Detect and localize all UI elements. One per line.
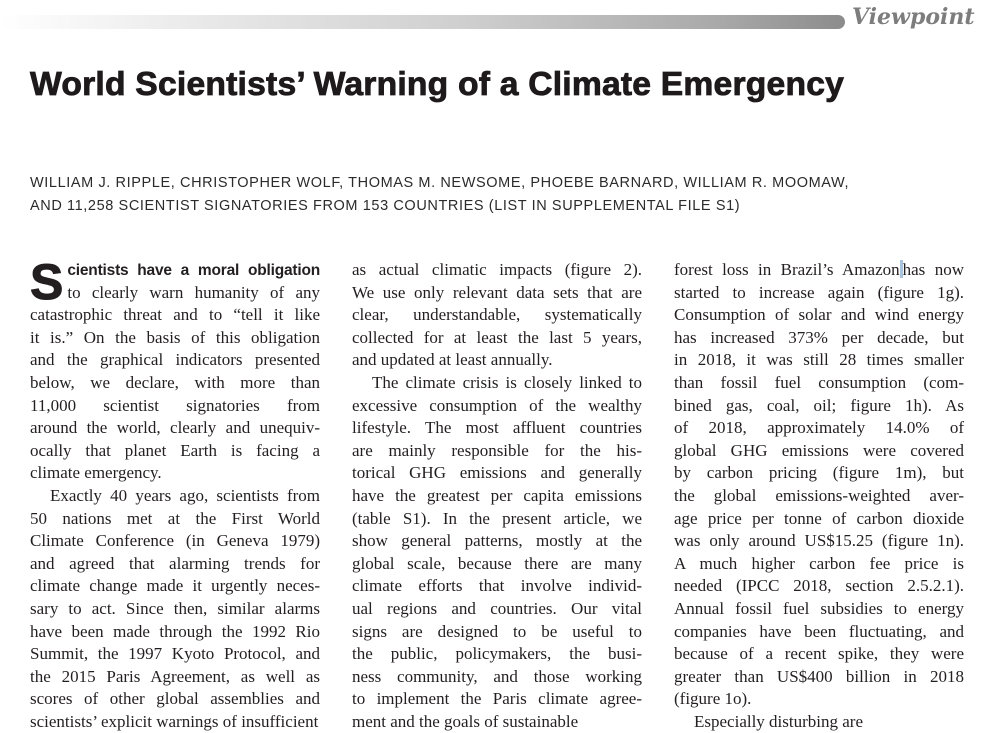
text-line: sary to act. Since then, similar alarms xyxy=(30,598,320,618)
text-line: around the world, clearly and unequiv- xyxy=(30,418,320,438)
text-line-partial: Especially disturbing are xyxy=(694,711,864,731)
text-line: torical GHG emissions and generally xyxy=(352,463,642,483)
text-line: below, we declare, with more than xyxy=(30,372,320,392)
text-line: (figure 1o). xyxy=(674,689,752,709)
text-line: the global emissions-weighted aver- xyxy=(674,485,964,505)
text-line: of 2018, approximately 14.0% of xyxy=(674,418,964,438)
text-line: climate efforts that involve individ- xyxy=(352,576,642,596)
text-line: 11,000 scientist signatories from xyxy=(30,395,320,415)
text-line: age price per tonne of carbon dioxide xyxy=(674,508,964,528)
paragraph xyxy=(352,372,642,731)
paragraph xyxy=(674,259,964,711)
drop-cap: S xyxy=(30,254,64,310)
section-header-bar xyxy=(0,15,845,29)
text-line: has increased 373% per decade, but xyxy=(674,327,964,347)
text-line: bined gas, coal, oil; figure 1h). As xyxy=(674,395,964,415)
text-line: lifestyle. The most affluent countries xyxy=(352,418,642,438)
text-line: A much higher carbon fee price is xyxy=(674,553,964,573)
text-line: to clearly warn humanity of any xyxy=(67,282,320,302)
text-line: excessive consumption of the wealthy xyxy=(352,395,642,415)
text-line: climate change made it urgently neces- xyxy=(30,576,320,596)
text-line: clear, understandable, systematically xyxy=(352,305,642,325)
text-line: (table S1). In the present article, we xyxy=(352,508,642,528)
text-line: the 2015 Paris Agreement, as well as xyxy=(30,666,320,686)
text-line: collected for at least the last 5 years, xyxy=(352,327,642,347)
text-line: and updated at least annually. xyxy=(352,350,553,370)
text-column-2 xyxy=(352,259,642,731)
text-line: Consumption of solar and wind energy xyxy=(674,305,964,325)
text-line: in 2018, it was still 28 times smaller xyxy=(674,350,964,370)
text-line: Annual fossil fuel subsidies to energy xyxy=(674,598,964,618)
text-line-partial: ment and the goals of sustainable xyxy=(352,711,579,731)
text-line-cut-off xyxy=(30,711,320,731)
paragraph xyxy=(30,485,320,731)
paragraph xyxy=(674,711,964,731)
article-title: World Scientists’ Warning of a Climate Emergency xyxy=(30,65,845,102)
text-line: have been made through the 1992 Rio xyxy=(30,621,320,641)
text-line: have the greatest per capita emissions xyxy=(352,485,642,505)
lead-in-text: cientists have a moral obligation xyxy=(67,262,320,279)
text-line: ness community, and those working xyxy=(352,666,642,686)
text-line: global GHG emissions were covered xyxy=(674,440,964,460)
text-line: companies have been fluctuating, and xyxy=(674,621,964,641)
text-line: show general patterns, mostly at the xyxy=(352,531,642,551)
text-line: was only around US$15.25 (figure 1n). xyxy=(674,531,964,551)
text-line: and the graphical indicators presented xyxy=(30,350,320,370)
text-line: as actual climatic impacts (figure 2). xyxy=(352,260,642,279)
text-line: greater than US$400 billion in 2018 xyxy=(674,666,964,686)
text-line-partial: scientists’ explicit warnings of insufficient xyxy=(30,711,319,731)
text-line xyxy=(30,259,320,282)
authors-line-2: AND 11,258 SCIENTIST SIGNATORIES FROM 153 COUNTRIES (LIST IN SUPPLEMENTAL FILE S1) xyxy=(30,198,741,214)
text-column-3 xyxy=(674,259,964,731)
text-line: We use only relevant data sets that are xyxy=(352,282,642,302)
text-line: the public, policymakers, the busi- xyxy=(352,644,642,664)
text-line-cut-off xyxy=(352,711,642,731)
text-line: Climate Conference (in Geneva 1979) xyxy=(30,531,320,551)
text-line: than fossil fuel consumption (com- xyxy=(674,372,964,392)
text-line: are mainly responsible for the his- xyxy=(352,440,642,460)
text-line: The climate crisis is closely linked to xyxy=(372,372,642,392)
text-line: started to increase again (figure 1g). xyxy=(674,282,964,302)
text-line: catastrophic threat and to “tell it like xyxy=(30,305,320,325)
opening-paragraph xyxy=(30,254,320,485)
section-label: Viewpoint xyxy=(852,4,975,30)
text-column-1 xyxy=(30,254,320,731)
text-line-cut-off xyxy=(674,711,964,731)
text-line: it is.” On the basis of this obligation xyxy=(30,327,320,347)
text-line: by carbon pricing (figure 1m), but xyxy=(674,463,964,483)
text-line-with-caret[interactable] xyxy=(674,259,964,282)
text-line: to implement the Paris climate agree- xyxy=(352,689,642,709)
text-line: ual regions and countries. Our vital xyxy=(352,598,642,618)
text-line: needed (IPCC 2018, section 2.5.2.1). xyxy=(674,576,964,596)
text-line: signs are designed to be useful to xyxy=(352,621,642,641)
text-before-caret: forest loss in Brazil’s Amazon xyxy=(674,260,900,279)
text-line: because of a recent spike, they were xyxy=(674,644,964,664)
text-line: Summit, the 1997 Kyoto Protocol, and xyxy=(30,644,320,664)
text-line: Exactly 40 years ago, scientists from xyxy=(50,485,320,505)
paragraph xyxy=(352,259,642,372)
text-line: and agreed that alarming trends for xyxy=(30,553,320,573)
author-list xyxy=(30,172,970,218)
text-line: climate emergency. xyxy=(30,463,162,483)
text-line: scores of other global assemblies and xyxy=(30,689,320,709)
text-line: ocally that planet Earth is facing a xyxy=(30,440,320,460)
text-line: 50 nations met at the First World xyxy=(30,508,320,528)
text-after-caret: has now xyxy=(902,260,964,279)
authors-line-1: WILLIAM J. RIPPLE, CHRISTOPHER WOLF, THOMAS M. NEWSOME, PHOEBE BARNARD, WILLIAM R. MOOMAW, xyxy=(30,175,850,191)
text-line: global scale, because there are many xyxy=(352,553,642,573)
